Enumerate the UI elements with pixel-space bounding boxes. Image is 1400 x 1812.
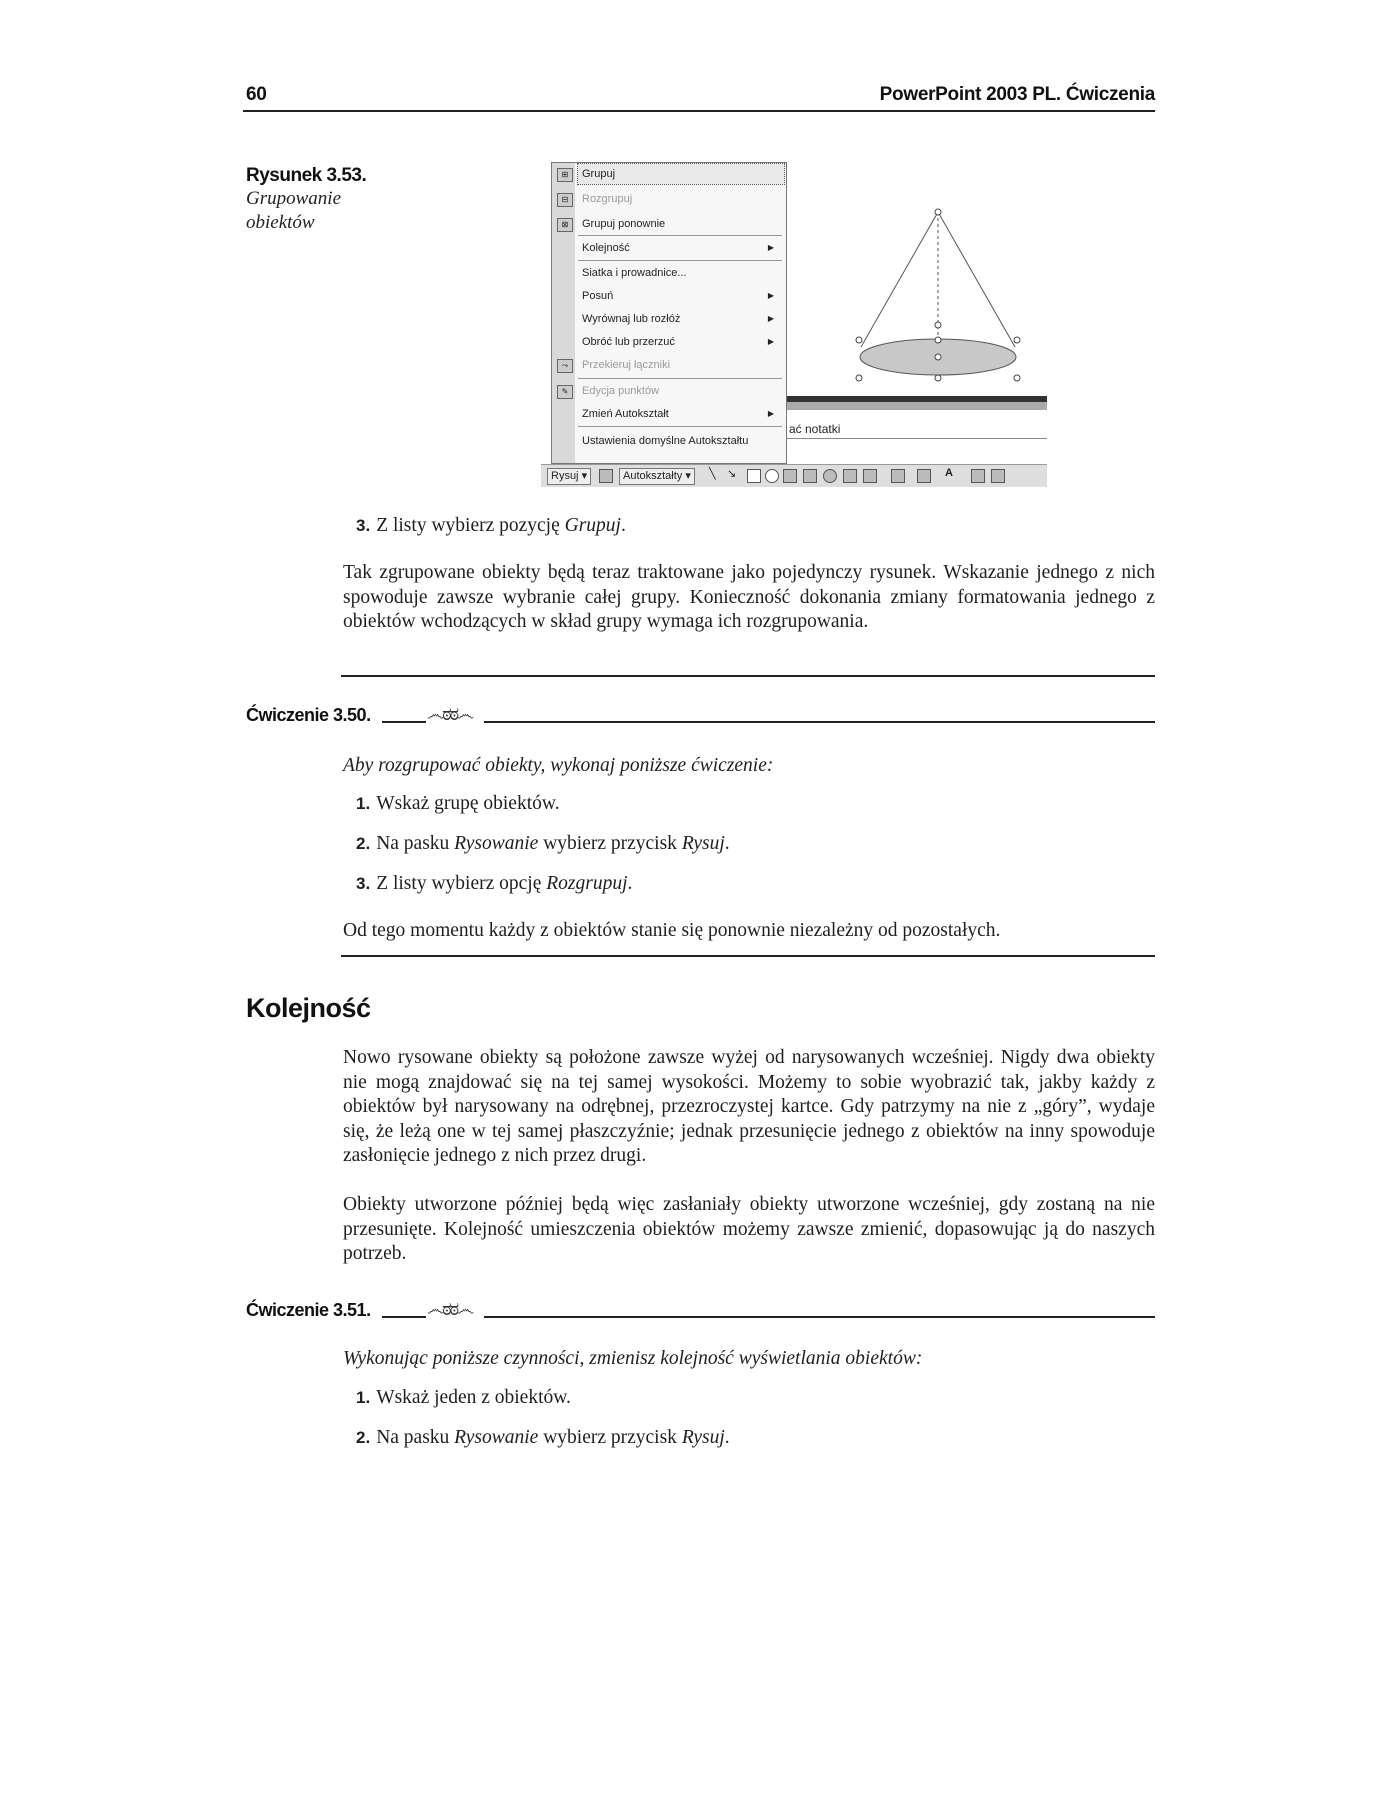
edit-points-icon: ✎: [557, 385, 573, 399]
exercise-title-3-50: Ćwiczenie 3.50.: [246, 705, 371, 725]
step-text: Z listy wybierz pozycję: [376, 515, 565, 536]
paragraph-grouped-objects: Tak zgrupowane obiekty będą teraz traktowane jako pojedynczy rysunek. Wskazanie jednego z nich spowoduje zawsze wybranie całej grupy. Konieczność dokonania zmiany formatowania jednego z obiektów wchodzących w skład grupy wymaga ich rozgrupowania.: [343, 562, 1155, 633]
menu-item-label: Kolejność: [582, 242, 630, 254]
menu-separator: [578, 426, 782, 427]
section-rule: [341, 675, 1155, 677]
step-mid: wybierz przycisk: [538, 1427, 682, 1448]
autoshapes-button[interactable]: Autokształty ▾: [619, 468, 695, 485]
step-end: .: [724, 833, 730, 854]
menu-item-grupuj-ponownie[interactable]: Grupuj ponownie: [582, 218, 666, 230]
wordart-tool-icon[interactable]: [803, 469, 817, 483]
section-title: Kolejność: [246, 993, 371, 1023]
notes-pane-divider: [785, 438, 1047, 439]
submenu-arrow-icon: ▶: [767, 314, 774, 323]
line-style-icon[interactable]: [971, 469, 985, 483]
menu-item-przekieruj[interactable]: Przekieruj łączniki: [582, 359, 671, 371]
exercise-3-51-intro: Wykonując poniższe czynności, zmienisz kolejność wyświetlania obiektów:: [343, 1348, 923, 1369]
exercise-3-50-step: [356, 832, 730, 856]
exercise-3-50-step: [356, 792, 560, 816]
menu-item-label: Zmień Autokształt: [582, 408, 669, 420]
header-rule: [243, 110, 1155, 112]
textbox-tool-icon[interactable]: [783, 469, 797, 483]
font-color-icon[interactable]: A: [945, 467, 953, 479]
draw-context-menu: [551, 162, 787, 464]
menu-item-siatka[interactable]: Siatka i prowadnice...: [582, 267, 687, 279]
submenu-arrow-icon: ▶: [767, 337, 774, 346]
figure-label: [246, 165, 396, 235]
menu-separator: [578, 260, 782, 261]
ungroup-icon: ⊟: [557, 193, 573, 207]
menu-item-wyrownaj[interactable]: [582, 309, 780, 329]
menu-separator: [578, 378, 782, 379]
section-rule: [341, 955, 1155, 957]
draw-menu-button[interactable]: Rysuj ▾: [547, 468, 591, 485]
figure-caption-line1: Grupowanie: [246, 188, 341, 209]
exercise-3-50-outro: Od tego momentu każdy z obiektów stanie się ponownie niezależny od pozostałych.: [343, 920, 1001, 941]
picture-tool-icon[interactable]: [863, 469, 877, 483]
step-text: Na pasku: [376, 833, 455, 854]
step-italic: Grupuj: [564, 515, 621, 536]
ornament-icon: ෴ಠಠ෴: [427, 704, 473, 724]
drawing-toolbar: [541, 464, 1047, 487]
group-icon: ⊞: [557, 168, 573, 182]
line-color-icon[interactable]: [917, 469, 931, 483]
exercise-line-left: [382, 721, 426, 723]
menu-item-ustawienia-domyslne[interactable]: Ustawienia domyślne Autokształtu: [582, 435, 749, 447]
step-italic: Rysuj: [681, 833, 725, 854]
figure-caption-line2: obiektów: [246, 212, 315, 233]
autoshapes-button-label: Autokształty: [623, 470, 683, 482]
menu-item-kolejnosc[interactable]: [582, 238, 780, 258]
step-italic: Rysuj: [681, 1427, 725, 1448]
step-number: 3.: [356, 874, 371, 893]
exercise-3-51-step: [356, 1426, 730, 1450]
section-paragraph-2: Obiekty utworzone później będą więc zasłaniały obiekty utworzone wcześniej, gdy zostaną na nie przesunięte. Kolejność umieszczenia obiektów możemy zawsze zmienić, dopasowując ją do naszych potrzeb.: [343, 1194, 1155, 1265]
step-end: .: [620, 515, 626, 536]
menu-icon-strip: [552, 163, 575, 463]
dash-style-icon[interactable]: [991, 469, 1005, 483]
menu-item-edycja-punktow[interactable]: Edycja punktów: [582, 385, 660, 397]
select-pointer-icon[interactable]: [599, 469, 613, 483]
rectangle-tool-icon[interactable]: [747, 469, 761, 483]
figure-number: Rysunek 3.53.: [246, 165, 367, 186]
step-text: Wskaż jeden z obiektów.: [376, 1387, 571, 1408]
step-number: 3.: [356, 516, 371, 535]
draw-menu-button-label: Rysuj: [551, 470, 579, 482]
exercise-3-51-step: [356, 1386, 571, 1410]
submenu-arrow-icon: ▶: [767, 409, 774, 418]
reroute-connectors-icon: ⤳: [557, 359, 573, 373]
exercise-line-right: [484, 721, 1155, 723]
step-italic: Rozgrupuj: [546, 873, 628, 894]
book-title: PowerPoint 2003 PL. Ćwiczenia: [879, 84, 1155, 105]
step-end: .: [724, 1427, 730, 1448]
step-number: 1.: [356, 1388, 371, 1407]
step-italic: Rysowanie: [454, 833, 539, 854]
step-end: .: [627, 873, 633, 894]
screenshot-figure: [541, 160, 1047, 490]
exercise-line-right: [484, 1316, 1155, 1318]
exercise-3-50-intro: Aby rozgrupować obiekty, wykonaj poniższe ćwiczenie:: [343, 755, 774, 776]
exercise-line-left: [382, 1316, 426, 1318]
exercise-3-50-step: [356, 872, 632, 896]
arrow-tool-icon[interactable]: ↘: [727, 468, 737, 480]
line-tool-icon[interactable]: ╲: [709, 468, 716, 480]
step-text: Na pasku: [376, 1427, 455, 1448]
step-mid: wybierz przycisk: [538, 833, 682, 854]
menu-item-posun[interactable]: [582, 286, 780, 306]
regroup-icon: ⊠: [557, 218, 573, 232]
ornament-icon: ෴ಠಠ෴: [427, 1299, 473, 1319]
clipart-tool-icon[interactable]: [843, 469, 857, 483]
menu-item-label: Posuń: [582, 290, 614, 302]
step-number: 1.: [356, 794, 371, 813]
step-text: Wskaż grupę obiektów.: [376, 793, 560, 814]
fill-color-icon[interactable]: [891, 469, 905, 483]
submenu-arrow-icon: ▶: [767, 291, 774, 300]
step-text: Z listy wybierz opcję: [376, 873, 547, 894]
step-grupuj: [356, 514, 626, 538]
menu-separator: [578, 235, 782, 236]
submenu-arrow-icon: ▶: [767, 243, 774, 252]
menu-item-label: Wyrównaj lub rozłóż: [582, 313, 681, 325]
menu-item-rozgrupuj[interactable]: Rozgrupuj: [582, 193, 633, 205]
page-number: 60: [246, 84, 267, 105]
exercise-title-3-51: Ćwiczenie 3.51.: [246, 1300, 371, 1320]
window-bar-mid: [785, 402, 1047, 410]
menu-item-obroc[interactable]: [582, 332, 780, 352]
diagram-tool-icon[interactable]: [823, 469, 837, 483]
step-number: 2.: [356, 1428, 371, 1447]
oval-tool-icon[interactable]: [765, 469, 779, 483]
section-paragraph-1: Nowo rysowane obiekty są położone zawsze wyżej od narysowanych wcześniej. Nigdy dwa obiekty nie mogą znajdować się na tej samej wysokości. Możemy to sobie wyobrazić tak, jakby każdy z obiektów był narysowany na odrębnej, przezroczystej kartce. Gdy patrzymy na nie z „góry”, wydaje się, że leżą one w tej samej płaszczyźnie; jednak przesunięcie jednego z obiektów na inny spowoduje zasłonięcie jednego z nich przez drugi.: [343, 1047, 1155, 1167]
menu-item-grupuj[interactable]: Grupuj: [578, 164, 784, 184]
step-italic: Rysowanie: [454, 1427, 539, 1448]
menu-item-label: Obróć lub przerzuć: [582, 336, 675, 348]
menu-item-zmien-autoksztalt[interactable]: [582, 404, 780, 424]
step-number: 2.: [356, 834, 371, 853]
notes-pane-text: ać notatki: [789, 422, 841, 436]
